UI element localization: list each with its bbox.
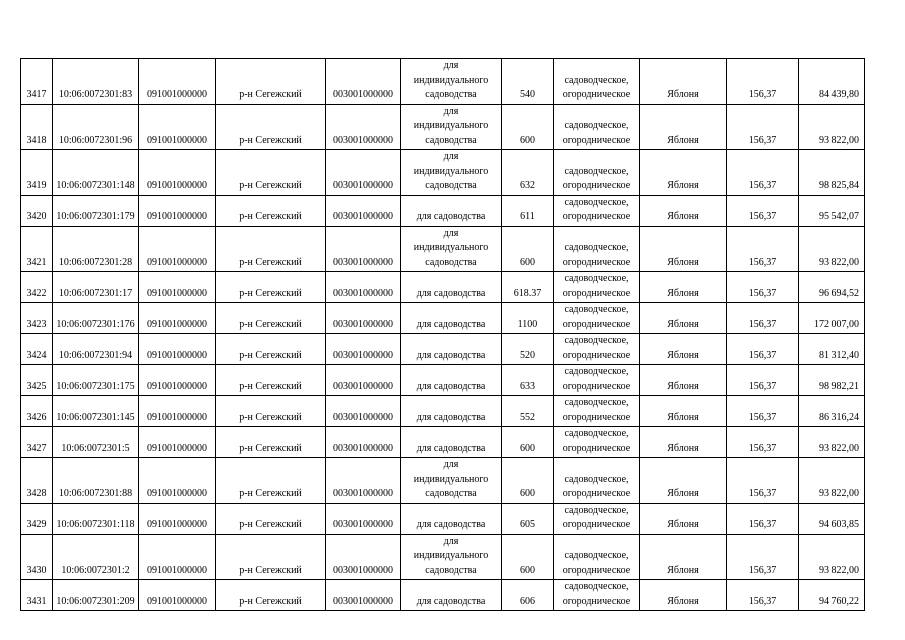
cadastral-number-cell: 10:06:0072301:175 — [53, 365, 139, 396]
permitted-use-line: садоводства — [425, 564, 477, 576]
permitted-use-line: для садоводства — [416, 287, 486, 299]
oktmo-code-cell: 003001000000 — [326, 580, 401, 611]
row-number-cell: 3425 — [21, 365, 53, 396]
permitted-use-line: для — [443, 227, 459, 239]
table-row — [21, 396, 865, 427]
cadastral-value-cell: 98 825,84 — [799, 150, 865, 196]
area-cell: 600 — [502, 534, 554, 580]
land-category-cell — [554, 334, 640, 365]
permitted-use-cell — [401, 534, 502, 580]
rate-cell: 156,37 — [727, 534, 799, 580]
district-cell: р-н Сегежский — [216, 104, 326, 150]
okato-code-cell: 091001000000 — [139, 534, 216, 580]
oktmo-code-cell: 003001000000 — [326, 59, 401, 105]
table-row — [21, 503, 865, 534]
land-category-cell — [554, 272, 640, 303]
permitted-use-line: для — [443, 459, 459, 470]
cadastral-number-cell: 10:06:0072301:145 — [53, 396, 139, 427]
oktmo-code-cell: 003001000000 — [326, 195, 401, 226]
oktmo-code-cell: 003001000000 — [326, 396, 401, 427]
permitted-use-cell — [401, 334, 502, 365]
table-body — [21, 59, 865, 611]
table-row — [21, 365, 865, 396]
area-cell: 600 — [502, 427, 554, 458]
district-cell: р-н Сегежский — [216, 365, 326, 396]
land-category-line: садоводческое, — [564, 304, 629, 315]
rate-cell: 156,37 — [727, 365, 799, 396]
land-category-line: огородническое — [562, 442, 631, 454]
permitted-use-cell — [401, 272, 502, 303]
permitted-use-line: для — [443, 60, 459, 71]
area-cell: 606 — [502, 580, 554, 611]
permitted-use-line: для садоводства — [416, 211, 486, 222]
row-number-cell: 3422 — [21, 272, 53, 303]
cadastral-number-cell: 10:06:0072301:83 — [53, 59, 139, 105]
okato-code-cell: 091001000000 — [139, 334, 216, 365]
permitted-use-cell — [401, 303, 502, 334]
crop-cell: Яблоня — [640, 534, 727, 580]
area-cell: 600 — [502, 226, 554, 272]
okato-code-cell: 091001000000 — [139, 226, 216, 272]
cadastral-value-cell: 98 982,21 — [799, 365, 865, 396]
permitted-use-cell — [401, 503, 502, 534]
crop-cell: Яблоня — [640, 226, 727, 272]
okato-code-cell: 091001000000 — [139, 303, 216, 334]
row-number-cell: 3418 — [21, 104, 53, 150]
cadastral-number-cell: 10:06:0072301:17 — [53, 272, 139, 303]
okato-code-cell: 091001000000 — [139, 458, 216, 504]
rate-cell: 156,37 — [727, 59, 799, 105]
area-cell: 605 — [502, 503, 554, 534]
cadastral-number-cell: 10:06:0072301:88 — [53, 458, 139, 504]
crop-cell: Яблоня — [640, 458, 727, 504]
permitted-use-line: индивидуального — [413, 120, 489, 131]
land-category-line: садоводческое, — [564, 335, 629, 346]
land-category-line: огородническое — [562, 380, 631, 392]
permitted-use-line: для садоводства — [416, 595, 486, 607]
cadastral-number-cell: 10:06:0072301:94 — [53, 334, 139, 365]
land-category-line: огородническое — [562, 349, 631, 361]
okato-code-cell: 091001000000 — [139, 396, 216, 427]
table-row — [21, 458, 865, 504]
cadastral-value-cell: 95 542,07 — [799, 195, 865, 226]
district-cell: р-н Сегежский — [216, 334, 326, 365]
rate-cell: 156,37 — [727, 303, 799, 334]
district-cell: р-н Сегежский — [216, 150, 326, 196]
permitted-use-line: индивидуального — [413, 74, 489, 86]
row-number-cell: 3421 — [21, 226, 53, 272]
okato-code-cell: 091001000000 — [139, 503, 216, 534]
okato-code-cell: 091001000000 — [139, 195, 216, 226]
land-category-line: огородническое — [562, 318, 631, 330]
district-cell: р-н Сегежский — [216, 534, 326, 580]
permitted-use-line: садоводства — [425, 256, 477, 268]
permitted-use-line: садоводства — [425, 89, 477, 100]
area-cell: 618.37 — [502, 272, 554, 303]
land-category-line: садоводческое, — [564, 165, 629, 177]
row-number-cell: 3419 — [21, 150, 53, 196]
rate-cell: 156,37 — [727, 150, 799, 196]
permitted-use-cell — [401, 195, 502, 226]
area-cell: 552 — [502, 396, 554, 427]
table-row — [21, 272, 865, 303]
table-row — [21, 226, 865, 272]
permitted-use-cell — [401, 427, 502, 458]
cadastral-number-cell: 10:06:0072301:176 — [53, 303, 139, 334]
land-category-line: садоводческое, — [564, 397, 629, 408]
oktmo-code-cell: 003001000000 — [326, 272, 401, 303]
row-number-cell: 3427 — [21, 427, 53, 458]
land-category-cell — [554, 580, 640, 611]
cadastral-value-cell: 93 822,00 — [799, 534, 865, 580]
land-category-cell — [554, 503, 640, 534]
land-category-line: огородническое — [562, 411, 631, 423]
okato-code-cell: 091001000000 — [139, 59, 216, 105]
permitted-use-cell — [401, 580, 502, 611]
land-category-cell — [554, 365, 640, 396]
cadastral-value-cell: 94 603,85 — [799, 503, 865, 534]
rate-cell: 156,37 — [727, 458, 799, 504]
permitted-use-line: индивидуального — [413, 550, 489, 561]
cadastral-number-cell: 10:06:0072301:2 — [53, 534, 139, 580]
crop-cell: Яблоня — [640, 303, 727, 334]
land-category-cell — [554, 104, 640, 150]
crop-cell: Яблоня — [640, 396, 727, 427]
permitted-use-cell — [401, 59, 502, 105]
okato-code-cell: 091001000000 — [139, 272, 216, 303]
oktmo-code-cell: 003001000000 — [326, 303, 401, 334]
permitted-use-cell — [401, 150, 502, 196]
area-cell: 633 — [502, 365, 554, 396]
area-cell: 600 — [502, 458, 554, 504]
land-category-line: огородническое — [562, 564, 631, 576]
land-category-line: садоводческое, — [564, 120, 629, 131]
cadastral-number-cell: 10:06:0072301:118 — [53, 503, 139, 534]
land-category-cell — [554, 458, 640, 504]
crop-cell: Яблоня — [640, 427, 727, 458]
district-cell: р-н Сегежский — [216, 59, 326, 105]
cadastral-value-cell: 93 822,00 — [799, 458, 865, 504]
permitted-use-line: индивидуального — [413, 473, 489, 485]
land-category-line: садоводческое, — [564, 366, 629, 377]
land-category-line: огородническое — [562, 287, 631, 299]
table-row — [21, 334, 865, 365]
permitted-use-cell — [401, 226, 502, 272]
cadastral-number-cell: 10:06:0072301:148 — [53, 150, 139, 196]
permitted-use-line: для — [443, 105, 459, 117]
row-number-cell: 3431 — [21, 580, 53, 611]
oktmo-code-cell: 003001000000 — [326, 503, 401, 534]
cadastral-value-cell: 94 760,22 — [799, 580, 865, 611]
crop-cell: Яблоня — [640, 59, 727, 105]
row-number-cell: 3429 — [21, 503, 53, 534]
land-parcel-table — [20, 58, 865, 611]
permitted-use-cell — [401, 104, 502, 150]
cadastral-value-cell: 172 007,00 — [799, 303, 865, 334]
permitted-use-line: для садоводства — [416, 318, 486, 330]
row-number-cell: 3428 — [21, 458, 53, 504]
district-cell: р-н Сегежский — [216, 580, 326, 611]
land-category-line: садоводческое, — [564, 550, 629, 561]
land-category-line: огородническое — [562, 488, 631, 499]
district-cell: р-н Сегежский — [216, 303, 326, 334]
table-row — [21, 150, 865, 196]
permitted-use-line: для садоводства — [416, 380, 486, 392]
oktmo-code-cell: 003001000000 — [326, 458, 401, 504]
district-cell: р-н Сегежский — [216, 272, 326, 303]
oktmo-code-cell: 003001000000 — [326, 104, 401, 150]
land-category-line: садоводческое, — [564, 74, 629, 86]
cadastral-number-cell: 10:06:0072301:5 — [53, 427, 139, 458]
land-category-line: садоводческое, — [564, 242, 629, 253]
area-cell: 611 — [502, 195, 554, 226]
table-row — [21, 427, 865, 458]
crop-cell: Яблоня — [640, 104, 727, 150]
permitted-use-cell — [401, 458, 502, 504]
oktmo-code-cell: 003001000000 — [326, 334, 401, 365]
okato-code-cell: 091001000000 — [139, 580, 216, 611]
land-category-cell — [554, 59, 640, 105]
land-category-line: огородническое — [562, 519, 631, 530]
area-cell: 540 — [502, 59, 554, 105]
land-category-line: садоводческое, — [564, 473, 629, 485]
land-category-line: садоводческое, — [564, 428, 629, 439]
land-category-cell — [554, 195, 640, 226]
land-category-line: огородническое — [562, 211, 631, 222]
rate-cell: 156,37 — [727, 195, 799, 226]
row-number-cell: 3417 — [21, 59, 53, 105]
permitted-use-line: садоводства — [425, 180, 477, 191]
area-cell: 600 — [502, 104, 554, 150]
permitted-use-line: для — [443, 535, 459, 547]
cadastral-value-cell: 93 822,00 — [799, 427, 865, 458]
crop-cell: Яблоня — [640, 503, 727, 534]
table-row — [21, 59, 865, 105]
crop-cell: Яблоня — [640, 150, 727, 196]
land-category-line: огородническое — [562, 134, 631, 146]
cadastral-number-cell: 10:06:0072301:96 — [53, 104, 139, 150]
permitted-use-line: для — [443, 151, 459, 162]
row-number-cell: 3424 — [21, 334, 53, 365]
cadastral-value-cell: 86 316,24 — [799, 396, 865, 427]
district-cell: р-н Сегежский — [216, 427, 326, 458]
cadastral-number-cell: 10:06:0072301:28 — [53, 226, 139, 272]
cadastral-value-cell: 81 312,40 — [799, 334, 865, 365]
rate-cell: 156,37 — [727, 272, 799, 303]
land-category-cell — [554, 396, 640, 427]
okato-code-cell: 091001000000 — [139, 427, 216, 458]
rate-cell: 156,37 — [727, 334, 799, 365]
crop-cell: Яблоня — [640, 365, 727, 396]
rate-cell: 156,37 — [727, 427, 799, 458]
district-cell: р-н Сегежский — [216, 458, 326, 504]
permitted-use-line: садоводства — [425, 488, 477, 499]
okato-code-cell: 091001000000 — [139, 104, 216, 150]
oktmo-code-cell: 003001000000 — [326, 534, 401, 580]
cadastral-value-cell: 93 822,00 — [799, 104, 865, 150]
land-category-cell — [554, 226, 640, 272]
land-category-line: огородническое — [562, 180, 631, 191]
crop-cell: Яблоня — [640, 334, 727, 365]
crop-cell: Яблоня — [640, 580, 727, 611]
land-category-line: садоводческое, — [564, 504, 629, 516]
oktmo-code-cell: 003001000000 — [326, 427, 401, 458]
oktmo-code-cell: 003001000000 — [326, 365, 401, 396]
land-category-cell — [554, 427, 640, 458]
permitted-use-cell — [401, 365, 502, 396]
land-category-line: огородническое — [562, 89, 631, 100]
permitted-use-line: садоводства — [425, 134, 477, 146]
row-number-cell: 3426 — [21, 396, 53, 427]
district-cell: р-н Сегежский — [216, 503, 326, 534]
rate-cell: 156,37 — [727, 104, 799, 150]
land-category-cell — [554, 150, 640, 196]
permitted-use-line: для садоводства — [416, 349, 486, 361]
cadastral-number-cell: 10:06:0072301:209 — [53, 580, 139, 611]
crop-cell: Яблоня — [640, 272, 727, 303]
land-category-cell — [554, 303, 640, 334]
rate-cell: 156,37 — [727, 396, 799, 427]
land-category-cell — [554, 534, 640, 580]
rate-cell: 156,37 — [727, 503, 799, 534]
rate-cell: 156,37 — [727, 226, 799, 272]
cadastral-value-cell: 84 439,80 — [799, 59, 865, 105]
oktmo-code-cell: 003001000000 — [326, 226, 401, 272]
permitted-use-line: индивидуального — [413, 165, 489, 177]
table-row — [21, 195, 865, 226]
district-cell: р-н Сегежский — [216, 226, 326, 272]
permitted-use-line: индивидуального — [413, 242, 489, 253]
permitted-use-line: для садоводства — [416, 442, 486, 454]
rate-cell: 156,37 — [727, 580, 799, 611]
area-cell: 520 — [502, 334, 554, 365]
okato-code-cell: 091001000000 — [139, 365, 216, 396]
cadastral-number-cell: 10:06:0072301:179 — [53, 195, 139, 226]
permitted-use-cell — [401, 396, 502, 427]
area-cell: 1100 — [502, 303, 554, 334]
table-row — [21, 303, 865, 334]
table-row — [21, 534, 865, 580]
district-cell: р-н Сегежский — [216, 195, 326, 226]
row-number-cell: 3430 — [21, 534, 53, 580]
table-row — [21, 104, 865, 150]
cadastral-value-cell: 96 694,52 — [799, 272, 865, 303]
land-category-line: огородническое — [562, 256, 631, 268]
permitted-use-line: для садоводства — [416, 411, 486, 423]
area-cell: 632 — [502, 150, 554, 196]
table-row — [21, 580, 865, 611]
land-category-line: садоводческое, — [564, 196, 629, 208]
land-category-line: садоводческое, — [564, 581, 629, 592]
land-category-line: огородническое — [562, 595, 631, 607]
land-category-line: садоводческое, — [564, 273, 629, 284]
oktmo-code-cell: 003001000000 — [326, 150, 401, 196]
permitted-use-line: для садоводства — [416, 519, 486, 530]
row-number-cell: 3420 — [21, 195, 53, 226]
crop-cell: Яблоня — [640, 195, 727, 226]
okato-code-cell: 091001000000 — [139, 150, 216, 196]
row-number-cell: 3423 — [21, 303, 53, 334]
district-cell: р-н Сегежский — [216, 396, 326, 427]
cadastral-value-cell: 93 822,00 — [799, 226, 865, 272]
